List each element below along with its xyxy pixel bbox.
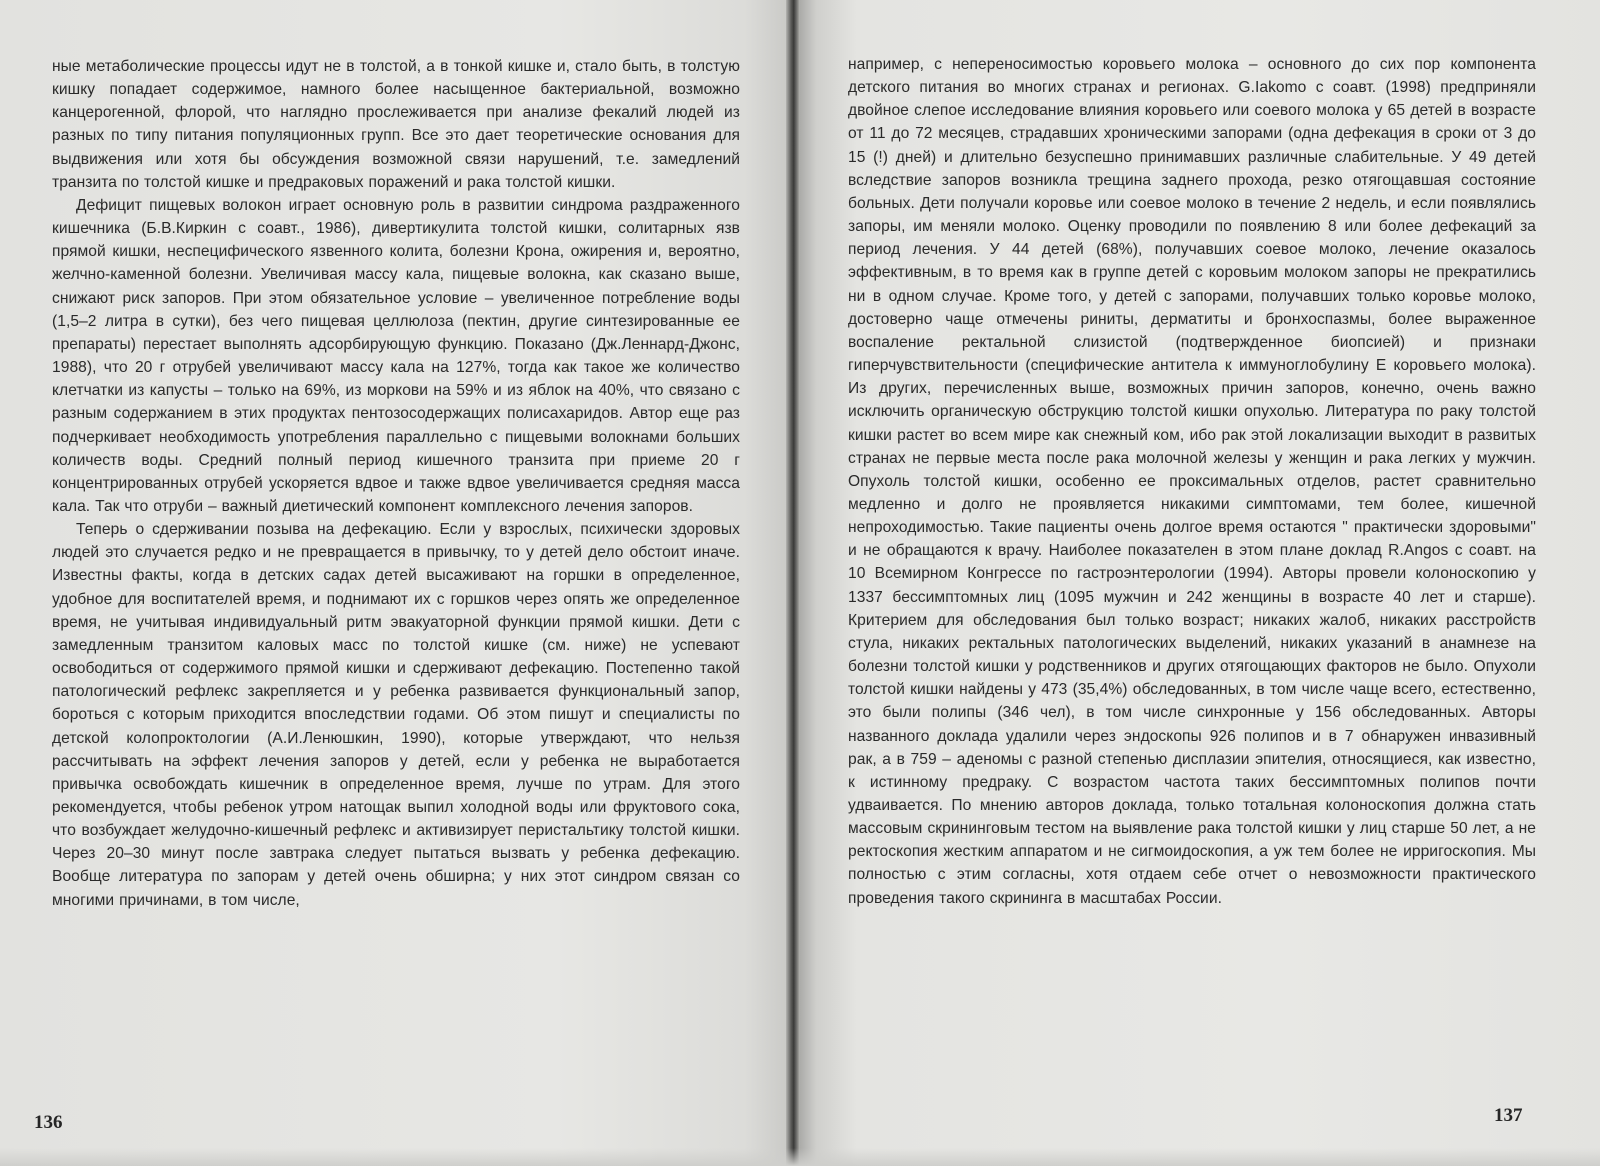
paragraph: например, с непереносимостью коровьего молока – основного до сих пор компонента детского питания во многих странах и регионах. G.Iakomo с соавт. (1998) предприняли двойное слепое исследование влияния коровьего или соевого молока у 65 детей в возрасте от 11 до 72 месяцев, страдавших хроническими запорами (одна дефекация в сроки от 3 до 15 (!) дней) и длительно безуспешно принимавших различные слабительные. У 49 детей вследствие запоров возникла трещина заднего прохода, резко отягощавшая состояние больных. Дети получали коровье или соевое молоко в течение 2 недель, и если появлялись запоры, им меняли молоко. Оценку проводили по появлению 8 или более дефекаций за период лечения. У 44 детей (68%), получавших соевое молоко, лечение оказалось эффективным, в то время как в группе детей с коровьим молоком запоры не прекратились ни в одном случае. Кроме того, у детей с запорами, получавших только коровье молоко, достоверно чаще отмечены риниты, дерматиты и бронхоспазмы, более выраженное воспаление ректальной слизистой (подтвержденное биопсией) и признаки гиперчувствительности (специфические антитела к иммуноглобулину Е коровьего молока). Из других, перечисленных выше, возможных причин запоров, конечно, очень важно исключить органическую обструкцию толстой кишки опухолью. Литература по раку толстой кишки растет во всем мире как снежный ком, ибо рак этой локализации выходит в развитых странах не первые места после рака молочной железы у женщин и рака легких у мужчин. Опухоль толстой кишки, особенно ее проксимальных отделов, растет сравнительно медленно и долго не проявляется никакими симптомами, тем более, кишечной непроходимостью. Такие пациенты очень долгое время остаются " практически здоровыми" и не обращаются к врачу. Наиболее показателен в этом плане доклад R.Angos с соавт. на 10 Всемирном Конгрессе по гастроэнтерологии (1994). Авторы провели колоноскопию у 1337 бессимптомных лиц (1095 мужчин и 242 женщины в возрасте 40 лет и старше). Критерием для обследования был только возраст; никаких жалоб, никаких расстройств стула, никаких ректальных патологических выделений, никаких указаний в анамнезе на болезни толстой кишки у родственников и других отягощающих факторов не было. Опухоли толстой кишки найдены у 473 (35,4%) обследованных, в том числе чаще всего, естественно, это были полипы (346 чел), в том числе синхронные у 156 обследованных. Авторы названного доклада удалили через эндоскопы 926 полипов и в 7 обнаружен инвазивный рак, а в 759 – аденомы с разной степенью дисплазии эпителия, относящиеся, как известно, к истинному предраку. С возрастом частота таких бессимптомных полипов почти удваивается. По мнению авторов доклада, только тотальная колоноскопия должна стать массовым скрининговым тестом на выявление рака толстой кишки у лиц старше 50 лет, а не ректоскопия жестким аппаратом и не сигмоидоскопия, а уж тем более не ирригоскопия. Мы полностью с этим согласны, хотя отдаем себе отчет о невозможности практического проведения такого скрининга в масштабах России. xyxy=(848,56,1536,907)
right-page-text xyxy=(848,53,1536,910)
paragraph: Теперь о сдерживании позыва на дефекацию. Если у взрослых, психически здоровых людей это случается редко и не превращается в привычку, то у детей дело обстоит иначе. Известны факты, когда в детских садах детей высаживают на горшки в определенное, удобное для воспитателей время, и поднимают их с горшков через опять же определенное время, не учитывая индивидуальный ритм эвакуаторной функции прямой кишки. Дети с замедленным транзитом каловых масс по толстой кишке (см. ниже) не успевают освободиться от содержимого прямой кишки и сдерживают дефекацию. Постепенно такой патологический рефлекс закрепляется и у ребенка развивается функциональный запор, бороться с которым приходится впоследствии годами. Об этом пишут и специалисты по детской колопроктологии (А.И.Ленюшкин, 1990), которые утверждают, что нельзя рассчитывать на эффект лечения запоров у детей, если у ребенка не выработается привычка освобождать кишечник в определенное время, лучше по утрам. Для этого рекомендуется, чтобы ребенок утром натощак выпил холодной воды или фруктового сока, что возбуждает желудочно-кишечный рефлекс и активизирует перистальтику толстой кишки. Через 20–30 минут после завтрака следует пытаться вызвать у ребенка дефекацию. Вообще литература по запорам у детей очень обширна; у них этот синдром связан со многими причинами, в том числе, xyxy=(52,521,740,909)
paragraph: Дефицит пищевых волокон играет основную роль в развитии синдрома раздраженного кишечника (Б.В.Киркин с соавт., 1986), дивертикулита толстой кишки, солитарных язв прямой кишки, неспецифического язвенного колита, болезни Крона, ожирения и, вероятно, желчно-каменной болезни. Увеличивая массу кала, пищевые волокна, как сказано выше, снижают риск запоров. При этом обязательное условие – увеличенное потребление воды (1,5–2 литра в сутки), без чего пищевая целлюлоза (пектин, другие синтезированные ее препараты) перестает выполнять адсорбирующую функцию. Показано (Дж.Леннард-Джонс, 1988), что 20 г отрубей увеличивают массу кала на 127%, тогда как такое же количество клетчатки из капусты – только на 69%, из моркови на 59% и из яблок на 40%, что связано с разным содержанием в этих продуктах пентозосодержащих полисахаридов. Автор еще раз подчеркивает необходимость употребления параллельно с пищевыми волокнами больших количеств воды. Средний полный период кишечного транзита при приеме 20 г концентрированных отрубей ускоряется вдвое и также вдвое увеличивается средняя масса кала. Так что отруби – важный диетический компонент комплексного лечения запоров. xyxy=(52,196,740,515)
page-number-right: 137 xyxy=(1494,1105,1523,1126)
page-number-left: 136 xyxy=(34,1112,63,1133)
right-page xyxy=(792,0,1600,1166)
book-gutter xyxy=(786,0,800,1166)
left-page-text xyxy=(52,55,740,912)
left-page xyxy=(0,0,792,1166)
page-bottom-edge xyxy=(0,1148,1600,1166)
paragraph: ные метаболические процессы идут не в толстой, а в тонкой кишке и, стало быть, в толстую кишку попадает содержимое, намного более насыщенное бактериальной, возможно канцерогенной, флорой, что наглядно прослеживается при анализе фекалий людей из разных по типу питания популяционных групп. Все это дает теоретические основания для выдвижения или хотя бы обсуждения возможной связи нарушений, т.е. замедлений транзита по толстой кишке и предраковых поражений и рака толстой кишки. xyxy=(52,58,740,191)
